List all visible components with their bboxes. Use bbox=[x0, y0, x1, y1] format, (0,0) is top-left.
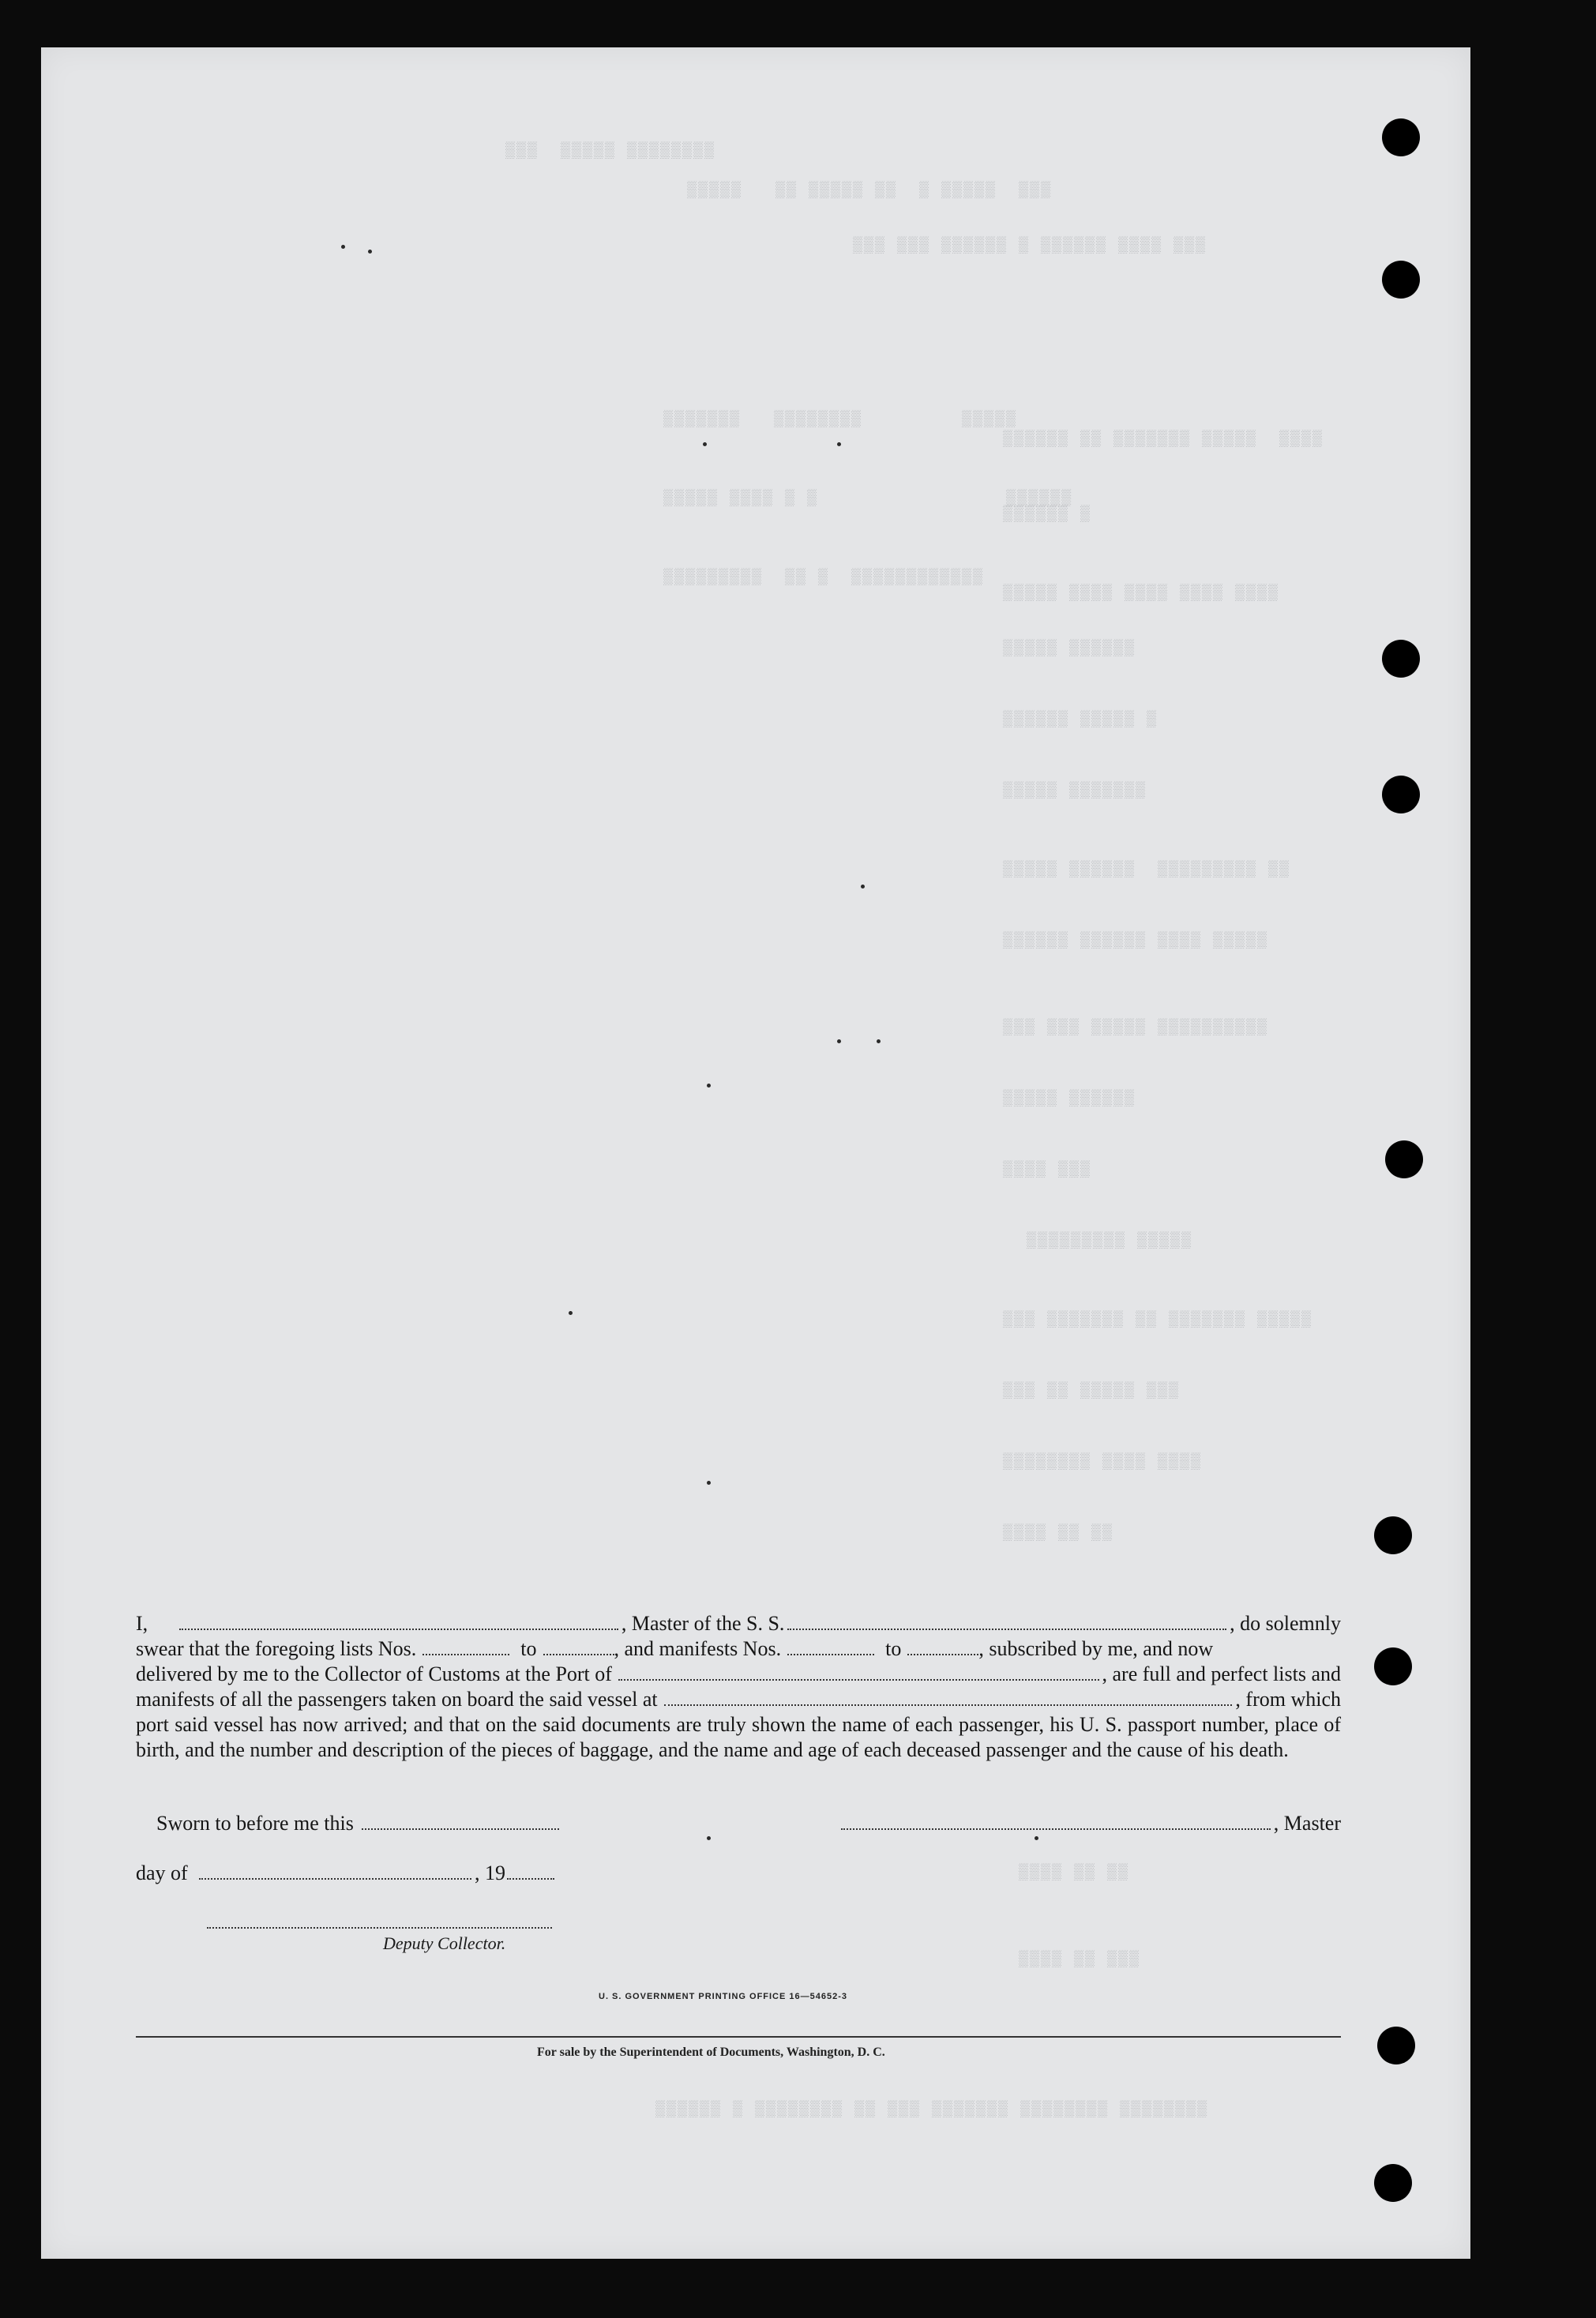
oath-text: , Master of the S. S. bbox=[621, 1612, 785, 1635]
oath-line-3 bbox=[136, 1662, 1341, 1687]
punch-hole bbox=[1382, 776, 1420, 813]
bleed-through-text: ▒▒▒▒▒▒▒▒ ▒▒▒▒ ▒▒▒▒ bbox=[1003, 1453, 1203, 1471]
bleed-through-text: ▒▒▒▒▒ ▒▒▒▒▒▒ bbox=[1003, 640, 1136, 658]
bleed-through-text: ▒▒▒▒▒▒ ▒▒▒▒▒ ▒ bbox=[1003, 711, 1159, 729]
master-signature-line bbox=[841, 1811, 1341, 1835]
punch-hole bbox=[1374, 1647, 1412, 1685]
oath-text: , from which bbox=[1235, 1688, 1341, 1711]
bleed-through-text: ▒▒▒ ▒▒▒ ▒▒▒▒▒ ▒▒▒▒▒▒▒▒▒▒ bbox=[1003, 1019, 1269, 1037]
oath-line-4 bbox=[136, 1687, 1341, 1712]
master-label: , Master bbox=[1273, 1812, 1341, 1835]
speck bbox=[837, 442, 841, 446]
bleed-through-text: ▒▒▒▒▒ ▒▒▒▒ ▒ ▒ ▒▒▒▒▒▒ bbox=[663, 490, 1073, 508]
punch-hole bbox=[1382, 261, 1420, 299]
punch-hole bbox=[1385, 1140, 1423, 1178]
bleed-through-text: ▒▒▒▒▒▒ ▒ bbox=[1003, 505, 1092, 524]
footer-rule bbox=[136, 2036, 1341, 2038]
bleed-through-text: ▒▒▒▒ ▒▒ ▒▒▒ bbox=[1019, 1951, 1141, 1969]
deputy-signature-line bbox=[207, 1927, 552, 1929]
oath-text: to bbox=[885, 1637, 902, 1660]
year-blank bbox=[507, 1861, 554, 1880]
oath-text: to bbox=[520, 1637, 537, 1660]
list-to-blank bbox=[543, 1636, 614, 1655]
bleed-through-text: ▒▒▒ ▒▒▒▒▒ ▒▒▒▒▒▒▒▒ bbox=[505, 142, 716, 160]
speck bbox=[861, 885, 865, 889]
punch-hole bbox=[1374, 1516, 1412, 1554]
day-of-line bbox=[136, 1861, 554, 1885]
oath-text: , are full and perfect lists and bbox=[1102, 1662, 1341, 1685]
speck bbox=[707, 1836, 711, 1840]
year-label: , 19 bbox=[475, 1862, 505, 1884]
bleed-through-text: ▒▒▒▒ ▒▒ ▒▒ bbox=[1019, 1864, 1130, 1882]
bleed-through-text: ▒▒▒▒▒▒▒ ▒▒▒▒▒▒▒▒ ▒▒▒▒▒ bbox=[663, 411, 1018, 429]
speck bbox=[703, 442, 707, 446]
speck bbox=[341, 245, 345, 249]
master-name-blank bbox=[179, 1611, 618, 1630]
bleed-through-text: ▒▒▒▒▒ ▒▒▒▒▒▒ ▒▒▒▒▒▒▒▒▒ ▒▒ bbox=[1003, 861, 1291, 879]
speck bbox=[877, 1039, 881, 1043]
list-from-blank bbox=[422, 1636, 509, 1655]
punch-hole bbox=[1374, 2164, 1412, 2202]
bleed-through-text: ▒▒▒▒▒▒ ▒ ▒▒▒▒▒▒▒▒ ▒▒ ▒▒▒ ▒▒▒▒▒▒▒ ▒▒▒▒▒▒▒▒ ▒▒▒▒▒▒▒▒ bbox=[655, 2101, 1209, 2119]
master-signature-blank bbox=[841, 1811, 1271, 1830]
bleed-through-text: ▒▒▒▒ ▒▒ ▒▒ bbox=[1003, 1524, 1114, 1542]
master-oath-paragraph bbox=[136, 1611, 1341, 1763]
speck bbox=[707, 1481, 711, 1485]
oath-text-rest: port said vessel has now arrived; and that on the said documents are truly shown the name of each passenger, his U. S. passport number, place of birth, and the number and description of the pieces of baggage, and the name and age of each deceased passenger and the cause of his death. bbox=[136, 1713, 1341, 1761]
manifest-to-blank bbox=[907, 1636, 978, 1655]
sworn-line bbox=[156, 1811, 559, 1835]
oath-text: manifests of all the passengers taken on board the said vessel at bbox=[136, 1688, 658, 1711]
ship-name-blank bbox=[787, 1611, 1226, 1630]
bleed-through-text: ▒▒▒▒▒▒▒▒▒ ▒▒▒▒▒ bbox=[1027, 1232, 1193, 1250]
departure-port-blank bbox=[664, 1687, 1233, 1706]
bleed-through-text: ▒▒▒▒▒ ▒▒▒▒▒▒ bbox=[1003, 1090, 1136, 1108]
oath-text: , do solemnly bbox=[1230, 1612, 1341, 1635]
punch-hole bbox=[1377, 2027, 1415, 2064]
sworn-date-blank bbox=[362, 1811, 559, 1830]
deputy-collector-label: Deputy Collector. bbox=[383, 1933, 506, 1953]
punch-hole bbox=[1382, 640, 1420, 678]
for-sale-notice: For sale by the Superintendent of Documents, Washington, D. C. bbox=[537, 2046, 885, 2059]
speck bbox=[569, 1311, 573, 1315]
speck bbox=[368, 250, 372, 254]
bleed-through-text: ▒▒▒ ▒▒▒▒▒▒▒ ▒▒ ▒▒▒▒▒▒▒ ▒▒▒▒▒ bbox=[1003, 1311, 1313, 1329]
oath-text: I, bbox=[136, 1612, 148, 1635]
speck bbox=[1035, 1836, 1038, 1840]
day-of-blank bbox=[199, 1861, 471, 1880]
bleed-through-text: ▒▒▒▒▒ ▒▒▒▒ ▒▒▒▒ ▒▒▒▒ ▒▒▒▒ bbox=[1003, 584, 1280, 603]
bleed-through-text: ▒▒▒▒▒ ▒▒▒▒▒▒▒ bbox=[1003, 782, 1147, 800]
oath-text: swear that the foregoing lists Nos. bbox=[136, 1637, 417, 1660]
sworn-label: Sworn to before me this bbox=[156, 1812, 354, 1835]
oath-line-2 bbox=[136, 1636, 1341, 1662]
bleed-through-text: ▒▒▒▒ ▒▒▒ bbox=[1003, 1161, 1092, 1179]
speck bbox=[707, 1084, 711, 1088]
oath-line-1 bbox=[136, 1611, 1341, 1636]
manifest-from-blank bbox=[787, 1636, 874, 1655]
bleed-through-text: ▒▒▒ ▒▒ ▒▒▒▒▒ ▒▒▒ bbox=[1003, 1382, 1181, 1400]
port-blank bbox=[618, 1662, 1099, 1681]
speck bbox=[837, 1039, 841, 1043]
gpo-imprint: U. S. GOVERNMENT PRINTING OFFICE 16—54652-3 bbox=[599, 1992, 848, 2001]
oath-text: , subscribed by me, and now bbox=[978, 1637, 1214, 1660]
bleed-through-text: ▒▒▒ ▒▒▒ ▒▒▒▒▒▒ ▒ ▒▒▒▒▒▒ ▒▒▒▒ ▒▒▒ bbox=[853, 237, 1207, 255]
oath-text: delivered by me to the Collector of Customs at the Port of bbox=[136, 1662, 612, 1685]
punch-hole bbox=[1382, 118, 1420, 156]
oath-text: , and manifests Nos. bbox=[614, 1637, 782, 1660]
day-of-label: day of bbox=[136, 1862, 188, 1884]
bleed-through-text: ▒▒▒▒▒▒ ▒▒▒▒▒▒ ▒▒▒▒ ▒▒▒▒▒ bbox=[1003, 932, 1269, 950]
bleed-through-text: ▒▒▒▒▒▒ ▒▒ ▒▒▒▒▒▒▒ ▒▒▒▒▒ ▒▒▒▒ bbox=[1003, 430, 1324, 449]
bleed-through-text: ▒▒▒▒▒▒▒▒▒ ▒▒ ▒ ▒▒▒▒▒▒▒▒▒▒▒▒ bbox=[663, 569, 985, 587]
bleed-through-text: ▒▒▒▒▒ ▒▒ ▒▒▒▒▒ ▒▒ ▒ ▒▒▒▒▒ ▒▒▒ bbox=[687, 182, 1053, 200]
